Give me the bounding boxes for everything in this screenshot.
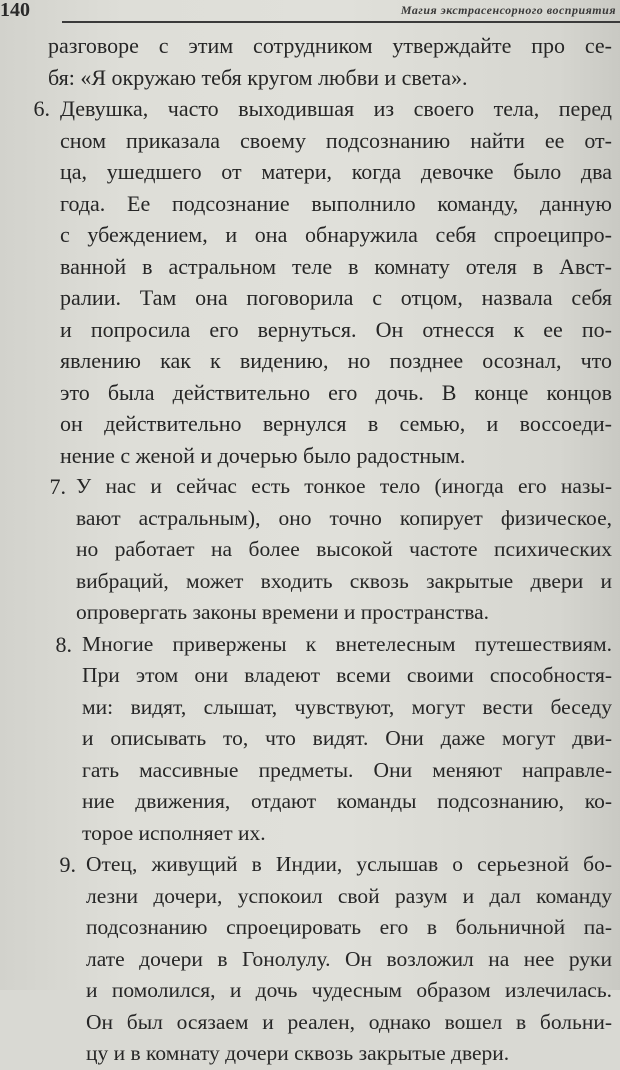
text-line: ралии. Там она поговорила с отцом, назвала себя: [60, 285, 612, 310]
text-line: При этом они владеют всеми своими способностя-: [82, 663, 612, 687]
text-line: это была действительно его дочь. В конце концов: [60, 379, 612, 405]
text-line: Отец, живущий в Индии, услышав о серьезной бо-: [86, 852, 612, 876]
text-line: нение с женой и дочерью было радостным.: [60, 442, 466, 468]
text-line: Он был осязаем и реален, однако вошел в больни-: [86, 1009, 612, 1034]
paragraph-lines: [82, 629, 612, 850]
text-line: цу и в комнату дочери сквозь закрытые двери.: [86, 1041, 510, 1065]
list-item: [0, 471, 612, 629]
text-line: и помолился, и дочь чудесным образом излечилась.: [86, 978, 612, 1002]
text-line: У нас и сейчас есть тонкое тело (иногда его назы-: [76, 474, 612, 498]
text-line: Девушка, часто выходившая из своего тела, перед: [60, 96, 612, 121]
item-number: 6.: [33, 96, 50, 121]
text-line: лате дочери в Гонолулу. Он возложил на нее руки: [86, 946, 612, 971]
text-line: года. Ее подсознание выполнило команду, данную: [60, 190, 612, 216]
continuation-paragraph: [0, 30, 612, 93]
header-rule: [62, 21, 620, 23]
text-line: бя: «Я окружаю тебя кругом любви и света».: [48, 64, 468, 90]
text-line: и описывать то, что видят. Они даже могут дви-: [82, 726, 612, 750]
paragraph-lines: [48, 30, 612, 93]
paragraph-lines: [76, 471, 612, 629]
running-title: Магия экстрасенсорного восприятия: [400, 3, 616, 17]
text-line: разговоре с этим сотрудником утверждайте про се-: [48, 33, 612, 58]
page-header: [0, 0, 620, 24]
text-line: вают астральным), оно точно копирует физическое,: [76, 505, 612, 530]
list-item: [0, 849, 612, 1070]
body-text: [0, 30, 612, 1070]
text-line: с убеждением, и она обнаружила себя спроеципро-: [60, 222, 612, 247]
paragraph-lines: [60, 93, 612, 471]
text-line: сном приказала своему подсознанию найти ее от-: [60, 127, 612, 153]
text-line: он действительно вернулся в семью, и воссоеди-: [60, 411, 612, 436]
text-line: и попросила его вернуться. Он отнесся к ее по-: [60, 316, 612, 342]
text-line: ми: видят, слышат, чувствуют, могут вести беседу: [82, 694, 612, 719]
list-item: [0, 93, 612, 471]
text-line: лезни дочери, успокоил свой разум и дал команду: [86, 883, 612, 908]
text-line: опровергать законы времени и пространства.: [76, 600, 490, 624]
text-line: явлению как к видению, но позднее осознал, что: [60, 348, 612, 373]
page-number: 140: [0, 0, 30, 21]
text-line: подсознанию спроецировать его в больничной па-: [86, 915, 612, 939]
text-line: Многие привержены к внетелесным путешествиям.: [82, 631, 612, 656]
text-line: вибраций, может входить сквозь закрытые двери и: [76, 568, 612, 593]
text-line: ние движения, отдают команды подсознанию, ко-: [82, 789, 612, 813]
text-line: ванной в астральном теле в комнату отеля в Авст-: [60, 253, 612, 279]
item-number: 9.: [59, 852, 76, 877]
text-line: ца, ушедшего от матери, когда девочке было два: [60, 159, 612, 184]
paragraph-lines: [86, 849, 612, 1070]
text-line: но работает на более высокой частоте психических: [76, 537, 612, 561]
text-line: гать массивные предметы. Они меняют направле-: [82, 757, 612, 782]
text-line: торое исполняет их.: [82, 820, 266, 845]
list-item: [0, 629, 612, 850]
item-number: 8.: [55, 631, 72, 657]
item-number: 7.: [49, 474, 66, 499]
